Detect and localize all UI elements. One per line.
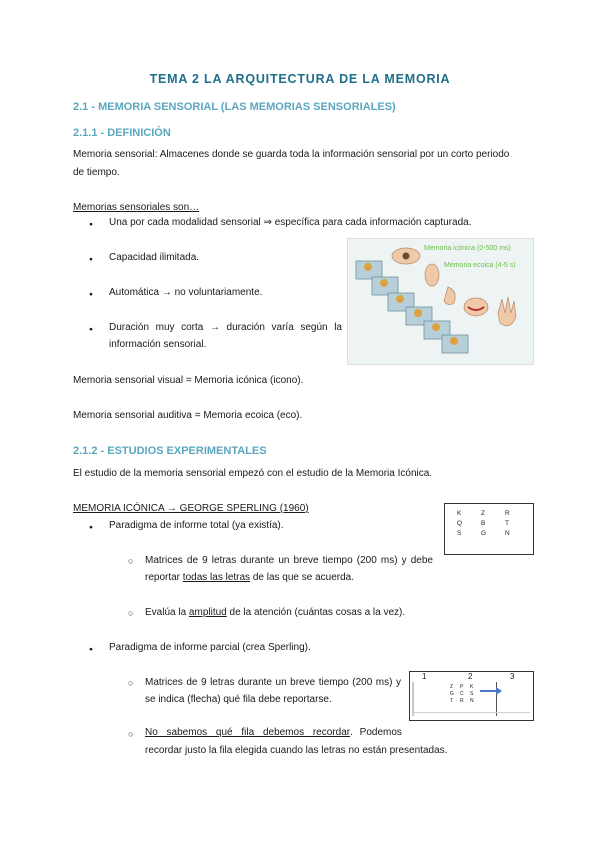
partial-report-figure: [409, 671, 534, 721]
partial-letter: T: [450, 698, 454, 704]
label-memoria-iconica: Memoria icónica (0-500 ms): [424, 245, 511, 252]
page-title: TEMA 2 LA ARQUITECTURA DE LA MEMORIA: [149, 72, 451, 86]
total-sub1-line2: [145, 571, 354, 585]
parcial-sub2-post: . Podemos: [350, 727, 402, 738]
total-sub1-line1: ○ Matrices de 9 letras durante un breve tiempo (200 ms) y debe: [145, 554, 433, 568]
matrix-letter: K: [457, 510, 462, 517]
parcial-sub2-underline: No sabemos qué fila debemos recordar: [145, 727, 351, 738]
partial-letter: R: [460, 698, 464, 704]
partial-letter: N: [470, 698, 474, 704]
bullet-modalidad: ● Una por cada modalidad sensorial ⇒ específica para cada información capturada.: [109, 216, 471, 230]
matrix-letter: B: [481, 520, 486, 527]
parcial-sub2-line2: recordar justo la fila elegida cuando las letras no están presentadas.: [145, 745, 448, 756]
bullet-duracion-cont: información sensorial.: [109, 339, 207, 350]
total-sub2-pre: Evalúa la: [145, 607, 189, 618]
matrix-letter: S: [457, 530, 462, 537]
partial-letter: G: [450, 691, 454, 697]
letter-matrix-figure: [444, 503, 534, 555]
figure-number-1: 1: [422, 672, 427, 681]
matrix-letter: R: [505, 510, 510, 517]
partial-letter: K: [470, 684, 474, 690]
bullet-automatica: ● Automática → no voluntariamente.: [109, 286, 262, 300]
bullet-informe-parcial: ● Paradigma de informe parcial (crea Sperling).: [109, 641, 311, 655]
matrix-letter: Q: [457, 520, 463, 527]
matrix-letter: N: [505, 530, 510, 537]
sperling-heading: MEMORIA ICÓNICA → GEORGE SPERLING (1960): [73, 503, 309, 514]
sensory-illustration-svg: [348, 239, 533, 364]
definition-line-1: Memoria sensorial: Almacenes donde se guarda toda la información sensorial por un corto periodo: [73, 149, 510, 160]
matrix-letter: Z: [481, 510, 485, 517]
total-sub2: [145, 606, 405, 620]
parcial-sub1-line1: ○ Matrices de 9 letras durante un breve tiempo (200 ms) y: [145, 676, 401, 690]
total-sub2-post: de la atención (cuántas cosas a la vez).: [226, 607, 406, 618]
section-heading-2-1-2: 2.1.2 - ESTUDIOS EXPERIMENTALES: [73, 445, 267, 457]
partial-letter: P: [460, 684, 464, 690]
matrix-letter: T: [505, 520, 509, 527]
figure-number-2: 2: [468, 672, 473, 681]
section-heading-2-1-1: 2.1.1 - DEFINICIÓN: [73, 127, 171, 139]
sensory-memory-illustration: [347, 238, 534, 365]
figure-baseline: [412, 712, 530, 713]
auditiva-line: Memoria sensorial auditiva = Memoria ecoica (eco).: [73, 410, 303, 421]
total-sub1-post: de las que se acuerda.: [250, 572, 355, 583]
memorias-heading: Memorias sensoriales son…: [73, 202, 200, 213]
bullet-duracion: ● Duración muy corta → duración varía según la: [109, 321, 342, 335]
total-sub1-pre: reportar: [145, 572, 183, 583]
partial-letter: S: [470, 691, 474, 697]
matrix-letter: G: [481, 530, 487, 537]
total-sub1-underline: todas las letras: [182, 572, 251, 583]
estudio-line: El estudio de la memoria sensorial empezó con el estudio de la Memoria Icónica.: [73, 468, 433, 479]
definition-line-2: de tiempo.: [73, 167, 120, 178]
parcial-sub2-line1: [145, 726, 402, 740]
panel-divider-1: [412, 682, 414, 716]
partial-letter: Z: [450, 684, 454, 690]
bullet-informe-total: ● Paradigma de informe total (ya existía).: [109, 519, 284, 533]
figure-number-3: 3: [510, 672, 515, 681]
partial-letter: C: [460, 691, 464, 697]
partial-letter-grid: [450, 684, 480, 704]
bullet-capacidad: ● Capacidad ilimitada.: [109, 251, 199, 265]
visual-line: Memoria sensorial visual = Memoria icónica (icono).: [73, 375, 304, 386]
arrow-icon: [480, 686, 502, 696]
label-memoria-ecoica: Memoria ecoica (4-5 s): [444, 262, 516, 269]
total-sub2-underline: amplitud: [188, 607, 227, 618]
parcial-sub1-line2: se indica (flecha) qué fila debe reportarse.: [145, 694, 332, 705]
section-heading-2-1: 2.1 - MEMORIA SENSORIAL (LAS MEMORIAS SENSORIALES): [73, 101, 396, 113]
